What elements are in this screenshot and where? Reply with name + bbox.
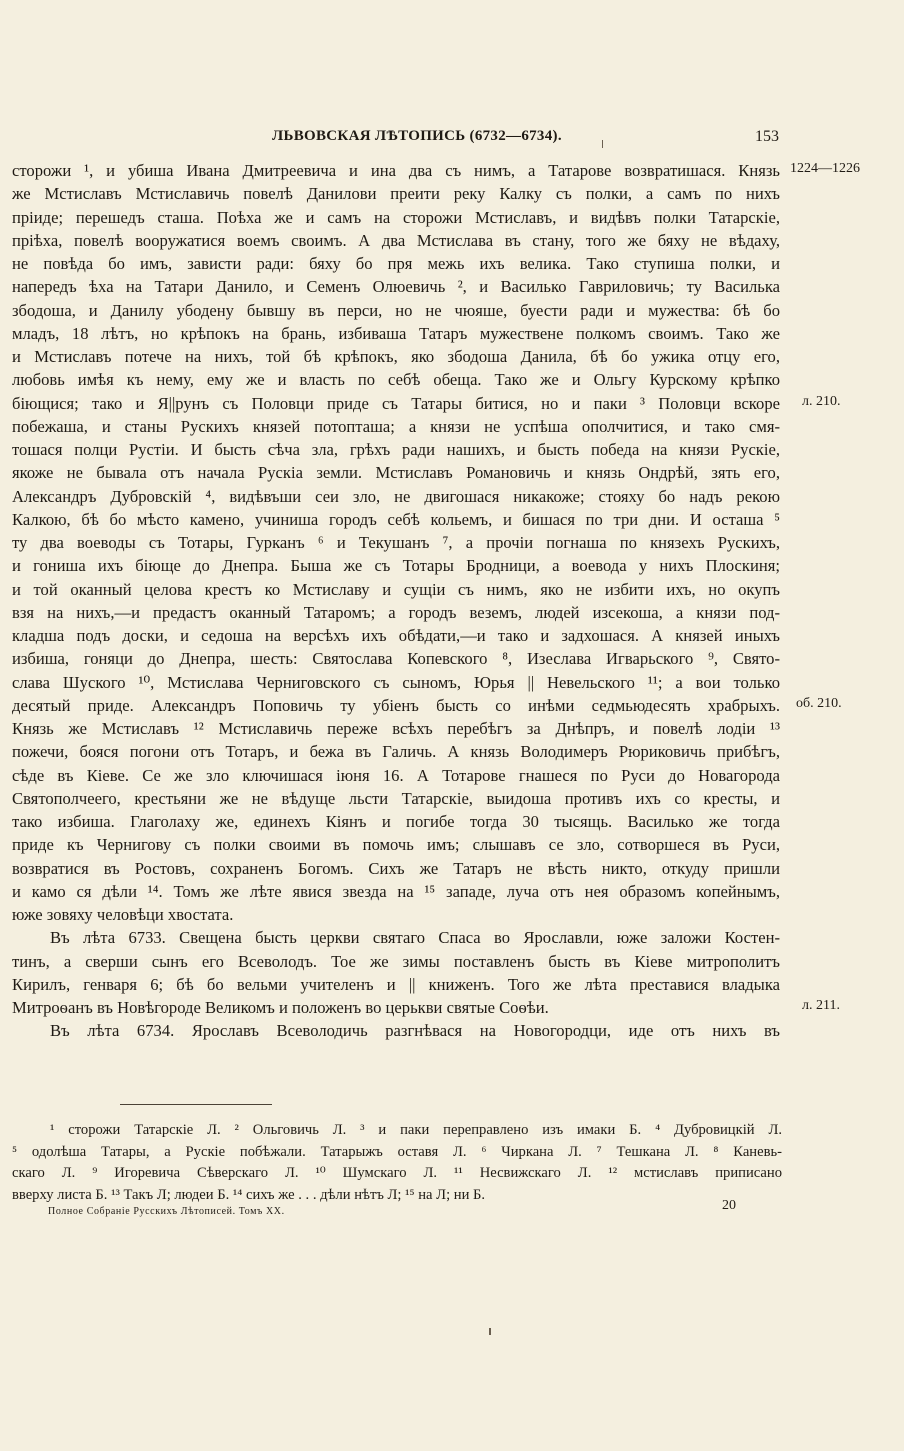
text-line: возвратися въ Ростовъ, сохраненъ Богомъ. Сихъ же Татаръ не вѣсть никто, откуду пришли xyxy=(12,858,780,878)
text-line: напередъ ѣха на Татари Данило, и Семенъ Олюевичь ², и Василько Гавриловичь; ту Василька xyxy=(12,277,780,297)
chronicle-text xyxy=(12,159,780,1043)
text-line: младъ, 18 лѣтъ, но крѣпокъ на брань, избиваша Татаръ мужествене полкомъ своимъ. Тако же xyxy=(12,323,780,343)
text-line: сѣде въ Кіеве. Се же зло ключишася іюня 16. А Тотарове гнашеся по Руси до Новагорода xyxy=(12,765,780,785)
footnote-divider xyxy=(120,1104,272,1105)
paper-speck xyxy=(602,140,603,148)
page-title: ЛЬВОВСКАЯ ЛѢТОПИСЬ (6732—6734). xyxy=(272,128,562,144)
text-line: и гониша ихъ біюще до Днепра. Быша же съ Тотары Бродници, а воевода у нихъ Плоскиня; xyxy=(12,556,780,576)
collection-footer: Полное Собраніе Русскихъ Лѣтописей. Томъ XX. xyxy=(48,1206,285,1217)
printer-signature: 20 xyxy=(722,1198,736,1213)
text-line: тинъ, а сверши сынъ его Всеволодъ. Тое же зимы поставленъ бысть въ Кіеве митрополитъ xyxy=(12,951,780,971)
text-line: сторожи ¹, и убиша Ивана Дмитреевича и ина два съ нимъ, а Татарове возвратишася. Князь xyxy=(12,161,780,180)
text-line: избиша, гоняци до Днепра, шесть: Святослава Копевского ⁸, Изеслава Игварьского ⁹, Свято- xyxy=(12,649,780,669)
text-line: же Мстиславъ Мстиславичь повелѣ Данилови преити реку Калку съ полки, а самъ по нихъ xyxy=(12,184,780,204)
text-line: Святополчеего, крестьяни же не вѣдуще льсти Татарскіе, выидоша противъ ихъ со кресты, и xyxy=(12,788,780,808)
text-line: слава Шуского ¹⁰, Мстислава Черниговского съ сыномъ, Юрья || Невельского ¹¹; а вои только xyxy=(12,672,780,692)
text-line: и камо ся дѣли ¹⁴. Томъ же лѣте явися звезда на ¹⁵ западе, луча отъ нея образомъ копейнымъ, xyxy=(12,881,780,901)
text-line: пріиде; перешедъ сташа. Поѣха же и самъ на сторожи Мстиславъ, и видѣвъ полки Татарскіе, xyxy=(12,207,780,227)
text-line: Князь же Мстиславъ ¹² Мстиславичь переже всѣхъ перебѣгъ за Днѣпръ, и повелѣ лодіи ¹³ xyxy=(12,719,780,738)
text-line: побежаша, и станы Рускихъ князей потопташа; а князи не успѣша ополчитися, и тако смя- xyxy=(12,416,780,436)
text-line: тако избиша. Глаголаху же, единехъ Кіянъ и погибе тогда 30 тысящь. Василько же тогда xyxy=(12,812,780,831)
page-number: 153 xyxy=(755,128,779,145)
text-line: пожечи, бояся погони отъ Тотаръ, и бежа въ Галичь. А князь Володимеръ Рюриковичь прибѣгъ, xyxy=(12,742,780,762)
footnote-line: вверху листа Б. ¹³ Такъ Л; людеи Б. ¹⁴ сихъ же . . . дѣли нѣтъ Л; ¹⁵ на Л; ни Б. xyxy=(12,1186,486,1203)
text-line: біющися; тако и Я||рунъ съ Половци приде съ Татары битися, но и паки ³ Половци вскоре xyxy=(12,393,780,413)
text-line: Александръ Дубровскій ⁴, видѣвъши сеи зло, не двигошася никакоже; стояху бо надъ рекою xyxy=(12,486,780,506)
text-line: якоже не бывала отъ начала Рускіа земли. Мстиславъ Романовичь и князь Ондрѣй, зять его, xyxy=(12,463,780,483)
margin-note-leaf: л. 210. xyxy=(802,394,841,409)
text-line: десятый приде. Александръ Поповичь ту убіенъ бысть со инѣми седмьюдесять храбрыхъ. xyxy=(12,695,780,715)
text-line: Кирилъ, генваря 6; бѣ бо вельми учителенъ и || книженъ. Того же лѣта преставися владыка xyxy=(12,974,780,994)
margin-note-leaf: л. 211. xyxy=(802,998,840,1013)
text-line: Въ лѣта 6734. Ярославъ Всеволодичь разгнѣвася на Новогородци, иде отъ нихъ въ xyxy=(50,1021,780,1041)
running-header xyxy=(0,128,904,152)
text-line: любовь имѣя къ нему, ему же и власть по себѣ обеща. Тако же и Ольгу Курскому крѣпко xyxy=(12,370,780,390)
footnotes xyxy=(12,1120,782,1206)
text-line: Въ лѣта 6733. Свещена бысть церкви святаго Спаса во Ярославли, юже заложи Костен- xyxy=(50,928,780,948)
text-line: и Мстиславъ потече на нихъ, той бѣ крѣпокъ, яко збодоша Данила, бѣ бо ужика отцу его, xyxy=(12,347,780,366)
margin-note-years: 1224—1226 xyxy=(790,161,860,176)
text-line: кладша подъ доски, и седоша на версѣхъ ихъ обѣдати,—и тако и задхошася. А князей иныхъ xyxy=(12,626,780,645)
text-line: Митроѳанъ въ Новѣгороде Великомъ и положенъ во церькви святые Соѳѣи. xyxy=(12,998,549,1017)
footnote-line: ⁵ одолѣша Татары, а Рускіе побѣжали. Татарыжъ оставя Л. ⁶ Чиркана Л. ⁷ Тешкана Л. ⁸ Каневь- xyxy=(12,1143,782,1160)
text-line: ту два воеводы съ Тотары, Гурканъ ⁶ и Текушанъ ⁷, а прочіи погнаша по князехъ Рускихъ, xyxy=(12,533,780,552)
margin-note-leaf: об. 210. xyxy=(796,696,842,711)
text-line: Калкою, бѣ бо мѣсто камено, учиниша городъ себѣ кольемъ, и бишася по три дни. И осташа ⁵ xyxy=(12,509,780,529)
footnote-line: скаго Л. ⁹ Игоревича Сѣверскаго Л. ¹⁰ Шумскаго Л. ¹¹ Несвижскаго Л. ¹² мстиславъ приписано xyxy=(12,1165,782,1181)
paper-speck xyxy=(489,1328,491,1335)
text-line: приде къ Чернигову съ полки своими въ помочь имъ; слышавъ се зло, сотворшеся въ Руси, xyxy=(12,835,780,855)
text-line: збодоша, и Данилу убодену бывшу въ перси, но не чюяше, буести ради и мужества: бѣ бо xyxy=(12,300,780,320)
text-line: и той оканный целова крестъ ко Мстиславу и сущіи съ нимъ, яко не избити ихъ, но окупъ xyxy=(12,579,780,599)
text-line: юже зовяху человѣци хвостата. xyxy=(12,905,234,924)
text-line: не повѣда бо имъ, зависти ради: бяху бо пря межь ихъ велика. Тако ступиша полки, и xyxy=(12,254,780,273)
text-line: пріѣха, повелѣ вооружатися воемъ своимъ. А два Мстислава въ стану, того же бяху не вѣдаху, xyxy=(12,230,780,250)
text-line: тошася полци Рустіи. И бысть сѣча зла, грѣхъ ради нашихъ, и бысть победа на князи Рускіе, xyxy=(12,440,780,459)
footnote-line: ¹ сторожи Татарскіе Л. ² Ольговичь Л. ³ и паки переправлено изъ имаки Б. ⁴ Дубровицкій Л. xyxy=(50,1122,782,1138)
text-line: взя на нихъ,—и предастъ оканный Татаромъ; а городъ веземъ, людей изсекоша, а князи под- xyxy=(12,602,780,622)
